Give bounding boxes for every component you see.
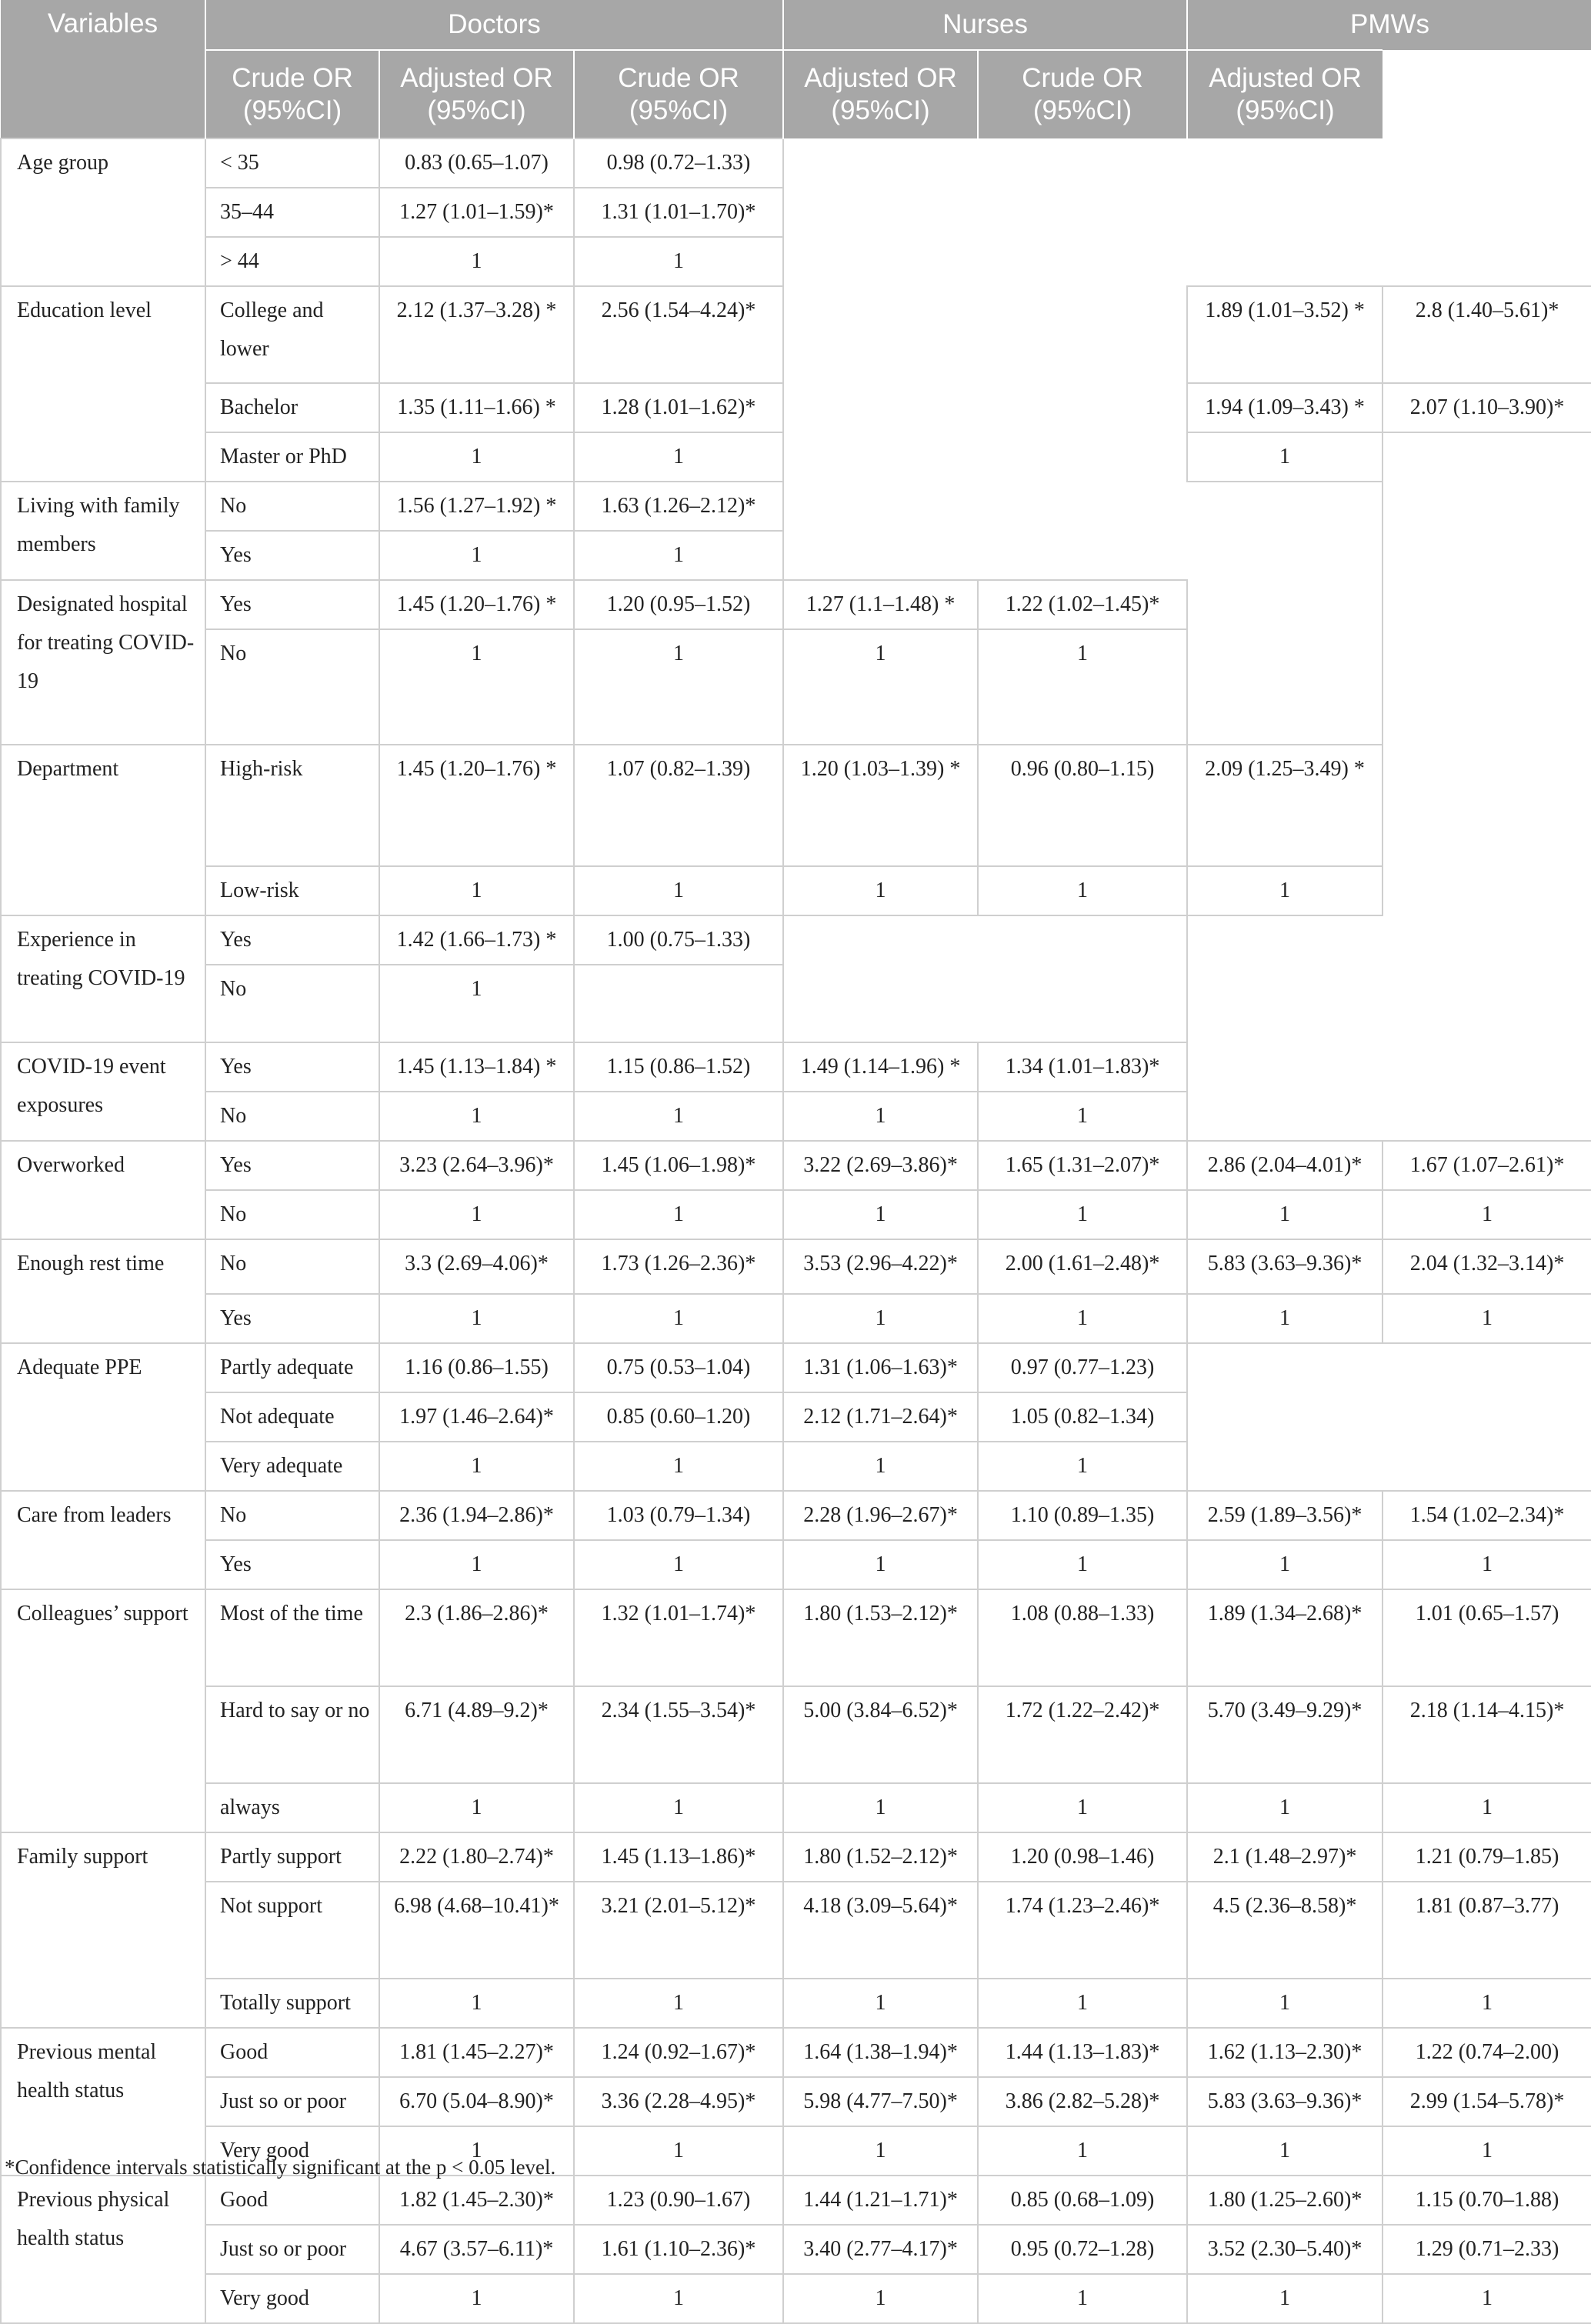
- value-cell: 1.80 (1.53–2.12)*: [783, 1589, 978, 1686]
- value-cell: 3.36 (2.28–4.95)*: [574, 2077, 783, 2126]
- value-cell: 1.80 (1.52–2.12)*: [783, 1832, 978, 1882]
- variable-label: Care from leaders: [1, 1491, 205, 1589]
- value-cell: 2.59 (1.89–3.56)*: [1187, 1491, 1383, 1540]
- value-cell: 1: [574, 629, 783, 745]
- value-cell: 1: [978, 1294, 1187, 1343]
- table-row: [1, 2274, 1591, 2323]
- category-label: Bachelor: [205, 383, 379, 432]
- value-cell: 1: [783, 1190, 978, 1239]
- value-cell: 6.98 (4.68–10.41)*: [379, 1882, 574, 1979]
- header-doctors-crude: Crude OR (95%CI): [205, 50, 379, 138]
- category-label: Low-risk: [205, 866, 379, 915]
- value-cell: 0.85 (0.68–1.09): [978, 2176, 1187, 2225]
- value-cell: 1.27 (1.1–1.48) *: [783, 580, 978, 629]
- category-label: Very good: [205, 2126, 379, 2176]
- value-cell: 1.74 (1.23–2.46)*: [978, 1882, 1187, 1979]
- header-nurses: Nurses: [783, 0, 1187, 50]
- value-cell: 3.22 (2.69–3.86)*: [783, 1141, 978, 1190]
- value-cell: 5.83 (3.63–9.36)*: [1187, 1239, 1383, 1294]
- value-cell: 1: [978, 1783, 1187, 1832]
- header-pmws-adjusted: Adjusted OR (95%CI): [1187, 50, 1383, 138]
- value-cell: 1: [1187, 1540, 1383, 1589]
- value-cell: 1: [1383, 1540, 1591, 1589]
- value-cell: 1.63 (1.26–2.12)*: [574, 482, 783, 531]
- variable-label: Adequate PPE: [1, 1343, 205, 1491]
- value-cell: 1.22 (0.74–2.00): [1383, 2028, 1591, 2077]
- value-cell: 1: [1187, 1294, 1383, 1343]
- value-cell: 1.20 (0.95–1.52): [574, 580, 783, 629]
- category-label: always: [205, 1783, 379, 1832]
- value-cell: 1: [574, 1294, 783, 1343]
- value-cell: 4.18 (3.09–5.64)*: [783, 1882, 978, 1979]
- value-cell: 1: [379, 1294, 574, 1343]
- value-cell: 0.95 (0.72–1.28): [978, 2225, 1187, 2274]
- category-label: Most of the time: [205, 1589, 379, 1686]
- category-label: < 35: [205, 138, 379, 188]
- value-cell: 1: [783, 1294, 978, 1343]
- variable-label: Colleagues’ support: [1, 1589, 205, 1832]
- value-cell: 2.00 (1.61–2.48)*: [978, 1239, 1187, 1294]
- table-row: [1, 1783, 1591, 1832]
- value-cell: 2.34 (1.55–3.54)*: [574, 1686, 783, 1783]
- value-cell: 1.03 (0.79–1.34): [574, 1491, 783, 1540]
- header-pmws-crude: Crude OR (95%CI): [978, 50, 1187, 138]
- value-cell: 2.12 (1.71–2.64)*: [783, 1392, 978, 1442]
- value-cell: 1: [783, 629, 978, 745]
- value-cell: 1.22 (1.02–1.45)*: [978, 580, 1187, 629]
- value-cell: 1.82 (1.45–2.30)*: [379, 2176, 574, 2225]
- category-label: Not support: [205, 1882, 379, 1979]
- value-cell: 1: [379, 1979, 574, 2028]
- value-cell: 1: [379, 1442, 574, 1491]
- empty-cell: [1383, 432, 1591, 915]
- category-label: No: [205, 482, 379, 531]
- value-cell: 1: [574, 432, 783, 482]
- value-cell: 1.07 (0.82–1.39): [574, 745, 783, 866]
- value-cell: 1.32 (1.01–1.74)*: [574, 1589, 783, 1686]
- value-cell: 5.00 (3.84–6.52)*: [783, 1686, 978, 1783]
- value-cell: 1: [1187, 1783, 1383, 1832]
- value-cell: 1: [574, 1442, 783, 1491]
- value-cell: 1: [978, 1979, 1187, 2028]
- value-cell: 0.83 (0.65–1.07): [379, 138, 574, 188]
- category-label: Just so or poor: [205, 2077, 379, 2126]
- value-cell: 3.86 (2.82–5.28)*: [978, 2077, 1187, 2126]
- value-cell: 1.80 (1.25–2.60)*: [1187, 2176, 1383, 2225]
- value-cell: 0.98 (0.72–1.33): [574, 138, 783, 188]
- value-cell: 1.54 (1.02–2.34)*: [1383, 1491, 1591, 1540]
- value-cell: 1.34 (1.01–1.83)*: [978, 1042, 1187, 1092]
- value-cell: 1: [1383, 1294, 1591, 1343]
- value-cell: 1.20 (1.03–1.39) *: [783, 745, 978, 866]
- value-cell: 1: [783, 866, 978, 915]
- table-row: [1, 1343, 1591, 1392]
- value-cell: 1: [574, 1783, 783, 1832]
- category-label: No: [205, 1239, 379, 1294]
- variable-label: Age group: [1, 138, 205, 286]
- value-cell: 1.45 (1.13–1.86)*: [574, 1832, 783, 1882]
- value-cell: 1: [1383, 2126, 1591, 2176]
- variable-label: Previous physical health status: [1, 2176, 205, 2323]
- value-cell: 1.65 (1.31–2.07)*: [978, 1141, 1187, 1190]
- value-cell: 2.3 (1.86–2.86)*: [379, 1589, 574, 1686]
- category-label: No: [205, 1190, 379, 1239]
- value-cell: 1: [783, 1783, 978, 1832]
- value-cell: 1: [574, 1190, 783, 1239]
- value-cell: 2.36 (1.94–2.86)*: [379, 1491, 574, 1540]
- category-label: Totally support: [205, 1979, 379, 2028]
- value-cell: 1.45 (1.06–1.98)*: [574, 1141, 783, 1190]
- header-nurses-adjusted: Adjusted OR (95%CI): [783, 50, 978, 138]
- table-row: [1, 2225, 1591, 2274]
- value-cell: 1: [783, 2126, 978, 2176]
- category-label: Yes: [205, 1141, 379, 1190]
- table-row: [1, 1589, 1591, 1686]
- value-cell: 1.16 (0.86–1.55): [379, 1343, 574, 1392]
- value-cell: 1: [379, 1092, 574, 1141]
- value-cell: 1: [379, 531, 574, 580]
- category-label: High-risk: [205, 745, 379, 866]
- value-cell: 1.62 (1.13–2.30)*: [1187, 2028, 1383, 2077]
- value-cell: 1: [978, 2274, 1187, 2323]
- value-cell: 1.97 (1.46–2.64)*: [379, 1392, 574, 1442]
- value-cell: 1.31 (1.06–1.63)*: [783, 1343, 978, 1392]
- value-cell: 1: [574, 531, 783, 580]
- value-cell: 4.5 (2.36–8.58)*: [1187, 1882, 1383, 1979]
- value-cell: 1: [783, 2274, 978, 2323]
- empty-cell: [1187, 915, 1383, 1141]
- value-cell: 1: [379, 2274, 574, 2323]
- value-cell: 1.89 (1.34–2.68)*: [1187, 1589, 1383, 1686]
- empty-cell: [1187, 1343, 1591, 1491]
- value-cell: 1: [379, 1540, 574, 1589]
- category-label: Good: [205, 2176, 379, 2225]
- table-row: [1, 2176, 1591, 2225]
- table-row: [1, 1491, 1591, 1540]
- value-cell: 2.18 (1.14–4.15)*: [1383, 1686, 1591, 1783]
- value-cell: 1: [574, 866, 783, 915]
- value-cell: 2.28 (1.96–2.67)*: [783, 1491, 978, 1540]
- value-cell: 1.49 (1.14–1.96) *: [783, 1042, 978, 1092]
- table-row: [1, 745, 1591, 866]
- value-cell: 3.40 (2.77–4.17)*: [783, 2225, 978, 2274]
- value-cell: 1.28 (1.01–1.62)*: [574, 383, 783, 432]
- value-cell: 1: [574, 1979, 783, 2028]
- value-cell: 1: [379, 965, 574, 1042]
- category-label: > 44: [205, 237, 379, 286]
- empty-cell: [783, 138, 1187, 580]
- value-cell: 1: [978, 1442, 1187, 1491]
- value-cell: 1.45 (1.20–1.76) *: [379, 580, 574, 629]
- value-cell: 1: [783, 1442, 978, 1491]
- empty-cell: [783, 915, 1187, 1042]
- value-cell: 1: [978, 1092, 1187, 1141]
- value-cell: 1.45 (1.13–1.84) *: [379, 1042, 574, 1092]
- value-cell: 1: [574, 1540, 783, 1589]
- variable-label: Family support: [1, 1832, 205, 2028]
- category-label: Hard to say or no: [205, 1686, 379, 1783]
- value-cell: 1.61 (1.10–2.36)*: [574, 2225, 783, 2274]
- value-cell: 1: [783, 1540, 978, 1589]
- variable-label: Enough rest time: [1, 1239, 205, 1343]
- value-cell: 1: [978, 1540, 1187, 1589]
- value-cell: 4.67 (3.57–6.11)*: [379, 2225, 574, 2274]
- value-cell: 1: [574, 2126, 783, 2176]
- category-label: Partly support: [205, 1832, 379, 1882]
- value-cell: 1.81 (0.87–3.77): [1383, 1882, 1591, 1979]
- table-row: [1, 915, 1591, 965]
- value-cell: 1.00 (0.75–1.33): [574, 915, 783, 965]
- value-cell: 1.10 (0.89–1.35): [978, 1491, 1187, 1540]
- value-cell: 2.12 (1.37–3.28) *: [379, 286, 574, 383]
- value-cell: 0.97 (0.77–1.23): [978, 1343, 1187, 1392]
- category-label: No: [205, 1491, 379, 1540]
- value-cell: 1: [783, 1092, 978, 1141]
- category-label: Yes: [205, 915, 379, 965]
- category-label: Very adequate: [205, 1442, 379, 1491]
- value-cell: 3.23 (2.64–3.96)*: [379, 1141, 574, 1190]
- category-label: Yes: [205, 531, 379, 580]
- value-cell: 1: [379, 1783, 574, 1832]
- value-cell: 1: [1383, 1190, 1591, 1239]
- value-cell: 0.85 (0.60–1.20): [574, 1392, 783, 1442]
- table-row: [1, 1190, 1591, 1239]
- header-doctors-adjusted: Adjusted OR (95%CI): [379, 50, 574, 138]
- value-cell: 2.22 (1.80–2.74)*: [379, 1832, 574, 1882]
- value-cell: 2.04 (1.32–3.14)*: [1383, 1239, 1591, 1294]
- value-cell: 5.70 (3.49–9.29)*: [1187, 1686, 1383, 1783]
- table-row: [1, 1832, 1591, 1882]
- value-cell: 1: [1383, 1979, 1591, 2028]
- category-label: Yes: [205, 1294, 379, 1343]
- table-row: [1, 2077, 1591, 2126]
- header-variables: Variables: [1, 0, 205, 138]
- value-cell: 1: [1187, 432, 1383, 482]
- value-cell: 1: [783, 1979, 978, 2028]
- table-row: [1, 1686, 1591, 1783]
- table-row: [1, 1540, 1591, 1589]
- category-label: Good: [205, 2028, 379, 2077]
- value-cell: 1: [379, 2126, 574, 2176]
- value-cell: 1: [978, 2126, 1187, 2176]
- value-cell: 1.01 (0.65–1.57): [1383, 1589, 1591, 1686]
- value-cell: 1.81 (1.45–2.27)*: [379, 2028, 574, 2077]
- value-cell: 1.24 (0.92–1.67)*: [574, 2028, 783, 2077]
- value-cell: 1.31 (1.01–1.70)*: [574, 188, 783, 237]
- value-cell: 1: [1187, 2274, 1383, 2323]
- value-cell: 5.83 (3.63–9.36)*: [1187, 2077, 1383, 2126]
- value-cell: 1.05 (0.82–1.34): [978, 1392, 1187, 1442]
- category-label: Very good: [205, 2274, 379, 2323]
- variable-label: Previous mental health status: [1, 2028, 205, 2176]
- table-row: [1, 1979, 1591, 2028]
- value-cell: 6.70 (5.04–8.90)*: [379, 2077, 574, 2126]
- category-label: Yes: [205, 1042, 379, 1092]
- category-label: 35–44: [205, 188, 379, 237]
- variable-label: Education level: [1, 286, 205, 482]
- value-cell: 1.45 (1.20–1.76) *: [379, 745, 574, 866]
- value-cell: 1: [1383, 1783, 1591, 1832]
- value-cell: 6.71 (4.89–9.2)*: [379, 1686, 574, 1783]
- category-label: Yes: [205, 580, 379, 629]
- category-label: Just so or poor: [205, 2225, 379, 2274]
- variable-label: Designated hospital for treating COVID-19: [1, 580, 205, 745]
- value-cell: 1.94 (1.09–3.43) *: [1187, 383, 1383, 432]
- value-cell: 3.3 (2.69–4.06)*: [379, 1239, 574, 1294]
- category-label: Partly adequate: [205, 1343, 379, 1392]
- value-cell: 2.56 (1.54–4.24)*: [574, 286, 783, 383]
- variable-label: Experience in treating COVID-19: [1, 915, 205, 1042]
- value-cell: [574, 965, 783, 1042]
- table-row: [1, 1882, 1591, 1979]
- value-cell: 1.72 (1.22–2.42)*: [978, 1686, 1187, 1783]
- value-cell: 1.64 (1.38–1.94)*: [783, 2028, 978, 2077]
- value-cell: 1: [978, 629, 1187, 745]
- value-cell: 1.21 (0.79–1.85): [1383, 1832, 1591, 1882]
- value-cell: 1: [1187, 2126, 1383, 2176]
- value-cell: 2.86 (2.04–4.01)*: [1187, 1141, 1383, 1190]
- category-label: No: [205, 629, 379, 745]
- value-cell: 1.27 (1.01–1.59)*: [379, 188, 574, 237]
- category-label: College and lower: [205, 286, 379, 383]
- category-label: Master or PhD: [205, 432, 379, 482]
- table-row: [1, 1141, 1591, 1190]
- value-cell: 1: [1187, 1979, 1383, 2028]
- value-cell: 2.07 (1.10–3.90)*: [1383, 383, 1591, 432]
- value-cell: 1.73 (1.26–2.36)*: [574, 1239, 783, 1294]
- value-cell: 2.1 (1.48–2.97)*: [1187, 1832, 1383, 1882]
- value-cell: 0.75 (0.53–1.04): [574, 1343, 783, 1392]
- table-footnote: *Confidence intervals statistically significant at the p < 0.05 level.: [5, 2156, 556, 2179]
- value-cell: 1.42 (1.66–1.73) *: [379, 915, 574, 965]
- value-cell: 1: [379, 432, 574, 482]
- value-cell: 1: [379, 866, 574, 915]
- variable-label: Overworked: [1, 1141, 205, 1239]
- value-cell: 2.09 (1.25–3.49) *: [1187, 745, 1383, 866]
- value-cell: 1.08 (0.88–1.33): [978, 1589, 1187, 1686]
- value-cell: 1.29 (0.71–2.33): [1383, 2225, 1591, 2274]
- value-cell: 1: [978, 866, 1187, 915]
- value-cell: 3.21 (2.01–5.12)*: [574, 1882, 783, 1979]
- variable-label: Living with family members: [1, 482, 205, 580]
- value-cell: 1.67 (1.07–2.61)*: [1383, 1141, 1591, 1190]
- value-cell: 1.15 (0.86–1.52): [574, 1042, 783, 1092]
- category-label: No: [205, 1092, 379, 1141]
- value-cell: 1.44 (1.13–1.83)*: [978, 2028, 1187, 2077]
- table-row: [1, 138, 1591, 188]
- value-cell: 1: [1383, 2274, 1591, 2323]
- value-cell: 1: [574, 1092, 783, 1141]
- value-cell: 1: [379, 629, 574, 745]
- header-pmws: PMWs: [1187, 0, 1591, 50]
- value-cell: 1.56 (1.27–1.92) *: [379, 482, 574, 531]
- value-cell: 1.20 (0.98–1.46): [978, 1832, 1187, 1882]
- value-cell: 1: [978, 1190, 1187, 1239]
- table-row: [1, 1294, 1591, 1343]
- empty-cell: [1187, 482, 1383, 745]
- value-cell: 1: [574, 237, 783, 286]
- category-label: Yes: [205, 1540, 379, 1589]
- value-cell: 1.35 (1.11–1.66) *: [379, 383, 574, 432]
- value-cell: 1.23 (0.90–1.67): [574, 2176, 783, 2225]
- variable-label: Department: [1, 745, 205, 915]
- value-cell: 2.99 (1.54–5.78)*: [1383, 2077, 1591, 2126]
- empty-cell: [1187, 138, 1591, 286]
- header-doctors: Doctors: [205, 0, 783, 50]
- category-label: No: [205, 965, 379, 1042]
- value-cell: 1: [574, 2274, 783, 2323]
- value-cell: 1.44 (1.21–1.71)*: [783, 2176, 978, 2225]
- variable-label: COVID-19 event exposures: [1, 1042, 205, 1141]
- value-cell: 3.53 (2.96–4.22)*: [783, 1239, 978, 1294]
- value-cell: 1.15 (0.70–1.88): [1383, 2176, 1591, 2225]
- value-cell: 2.8 (1.40–5.61)*: [1383, 286, 1591, 383]
- table-row: [1, 866, 1591, 915]
- category-label: Not adequate: [205, 1392, 379, 1442]
- value-cell: 0.96 (0.80–1.15): [978, 745, 1187, 866]
- table-row: [1, 1239, 1591, 1294]
- value-cell: 1: [379, 1190, 574, 1239]
- value-cell: 1.89 (1.01–3.52) *: [1187, 286, 1383, 383]
- value-cell: 1: [1187, 1190, 1383, 1239]
- value-cell: 1: [379, 237, 574, 286]
- value-cell: 1: [1187, 866, 1383, 915]
- header-nurses-crude: Crude OR (95%CI): [574, 50, 783, 138]
- table-row: [1, 2028, 1591, 2077]
- value-cell: 3.52 (2.30–5.40)*: [1187, 2225, 1383, 2274]
- value-cell: 5.98 (4.77–7.50)*: [783, 2077, 978, 2126]
